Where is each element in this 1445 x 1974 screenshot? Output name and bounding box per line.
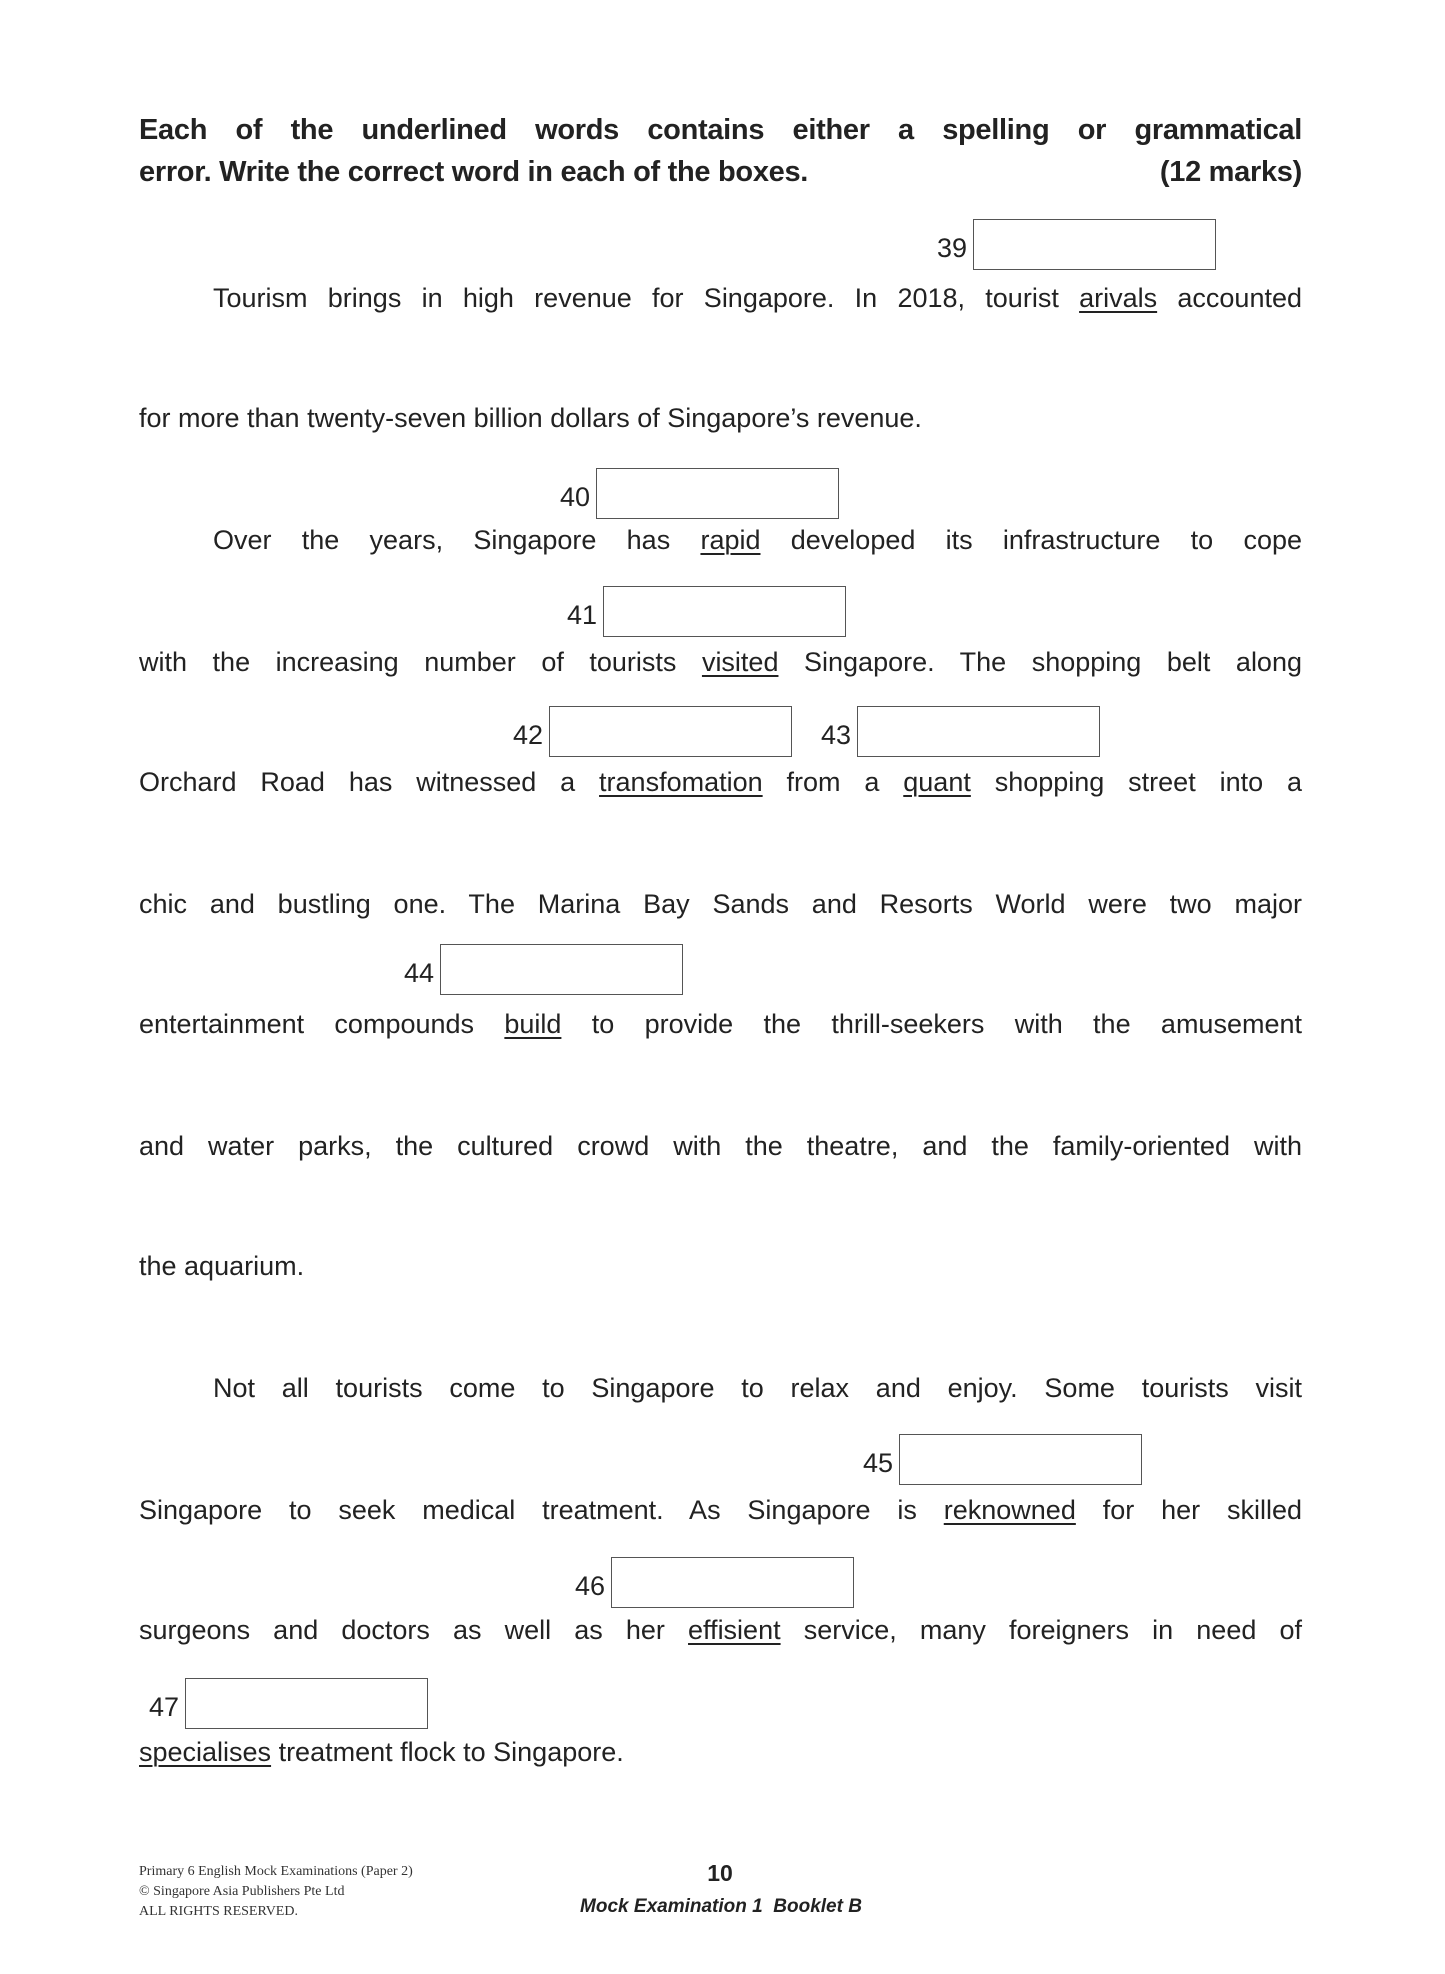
passage-text: to provide the thrill-seekers with the amusement <box>561 1009 1302 1039</box>
passage-line <box>139 646 1302 678</box>
question-number: 43 <box>820 720 851 750</box>
passage-text: service, many foreigners in need of <box>780 1615 1302 1645</box>
passage-text: developed its infrastructure to cope <box>760 525 1302 555</box>
passage-text: chic and bustling one. The Marina Bay Sands and Resorts World were two major <box>139 889 1302 919</box>
underlined-error-word: effisient <box>688 1615 781 1645</box>
marks-label: (12 marks) <box>1159 156 1302 188</box>
underlined-error-word: arivals <box>1079 283 1158 313</box>
answer-box-39[interactable] <box>973 219 1216 270</box>
passage-text: shopping street into a <box>970 767 1302 797</box>
passage-text: Singapore. The shopping belt along <box>778 647 1302 677</box>
passage-text: Orchard Road has witnessed a <box>139 767 600 797</box>
answer-box-43[interactable] <box>857 706 1100 757</box>
underlined-error-word: reknowned <box>943 1495 1076 1525</box>
passage-line <box>213 1372 1302 1404</box>
passage-line <box>139 888 1302 920</box>
passage-text: for more than twenty-seven billion dollars of Singapore’s revenue. <box>139 403 922 433</box>
passage-line <box>213 282 1302 314</box>
passage-line <box>139 1130 1302 1162</box>
footer-copyright: © Singapore Asia Publishers Pte Ltd <box>139 1884 345 1899</box>
underlined-error-word: transfomation <box>599 767 763 797</box>
footer-publisher <box>139 1862 413 1922</box>
passage-line <box>139 1736 1302 1768</box>
question-number: 41 <box>566 600 597 630</box>
question-number: 47 <box>148 1692 179 1722</box>
answer-box-42[interactable] <box>549 706 792 757</box>
passage-text: entertainment compounds <box>139 1009 505 1039</box>
passage-text: Not all tourists come to Singapore to relax and enjoy. Some tourists visit <box>213 1373 1302 1403</box>
passage-text: for her skilled <box>1075 1495 1302 1525</box>
answer-box-47[interactable] <box>185 1678 428 1729</box>
underlined-error-word: specialises <box>139 1737 272 1767</box>
passage-text: treatment flock to Singapore. <box>271 1737 624 1767</box>
answer-box-46[interactable] <box>611 1557 854 1608</box>
passage-text: accounted <box>1157 283 1302 313</box>
answer-box-41[interactable] <box>603 586 846 637</box>
passage-text: Singapore to seek medical treatment. As Singapore is <box>139 1495 944 1525</box>
question-number: 46 <box>574 1571 605 1601</box>
booklet-label: Mock Examination 1 Booklet B <box>580 1896 862 1917</box>
footer-rights: ALL RIGHTS RESERVED. <box>139 1904 298 1919</box>
instructions-text: error. Write the correct word in each of the boxes. <box>139 156 809 188</box>
page-number: 10 <box>707 1860 733 1886</box>
question-number: 40 <box>559 482 590 512</box>
passage-line <box>139 1494 1302 1526</box>
passage-text: Over the years, Singapore has <box>213 525 701 555</box>
underlined-error-word: visited <box>701 647 779 677</box>
passage-line <box>139 1614 1302 1646</box>
question-number: 45 <box>862 1448 893 1478</box>
passage-line <box>139 402 1302 434</box>
instructions-line-1: Each of the underlined words contains either a spelling or grammatical <box>139 114 1302 146</box>
passage-text: and water parks, the cultured crowd with the theatre, and the family-oriented with <box>139 1131 1302 1161</box>
question-number: 44 <box>403 958 434 988</box>
passage-line <box>139 1008 1302 1040</box>
underlined-error-word: rapid <box>700 525 761 555</box>
underlined-error-word: build <box>504 1009 562 1039</box>
instructions-line-2 <box>139 156 1302 189</box>
answer-box-44[interactable] <box>440 944 683 995</box>
passage-text: Tourism brings in high revenue for Singapore. In 2018, tourist <box>213 283 1080 313</box>
passage-text: the aquarium. <box>139 1251 305 1281</box>
passage-line <box>139 1250 1302 1282</box>
passage-text: from a <box>762 767 904 797</box>
question-number: 39 <box>936 233 967 263</box>
underlined-error-word: quant <box>903 767 971 797</box>
passage-text: with the increasing number of tourists <box>139 647 702 677</box>
answer-box-45[interactable] <box>899 1434 1142 1485</box>
passage-text: surgeons and doctors as well as her <box>139 1615 689 1645</box>
passage-line <box>213 524 1302 556</box>
answer-box-40[interactable] <box>596 468 839 519</box>
passage-line <box>139 766 1302 798</box>
footer-publication: Primary 6 English Mock Examinations (Paper 2) <box>139 1864 413 1879</box>
question-number: 42 <box>512 720 543 750</box>
